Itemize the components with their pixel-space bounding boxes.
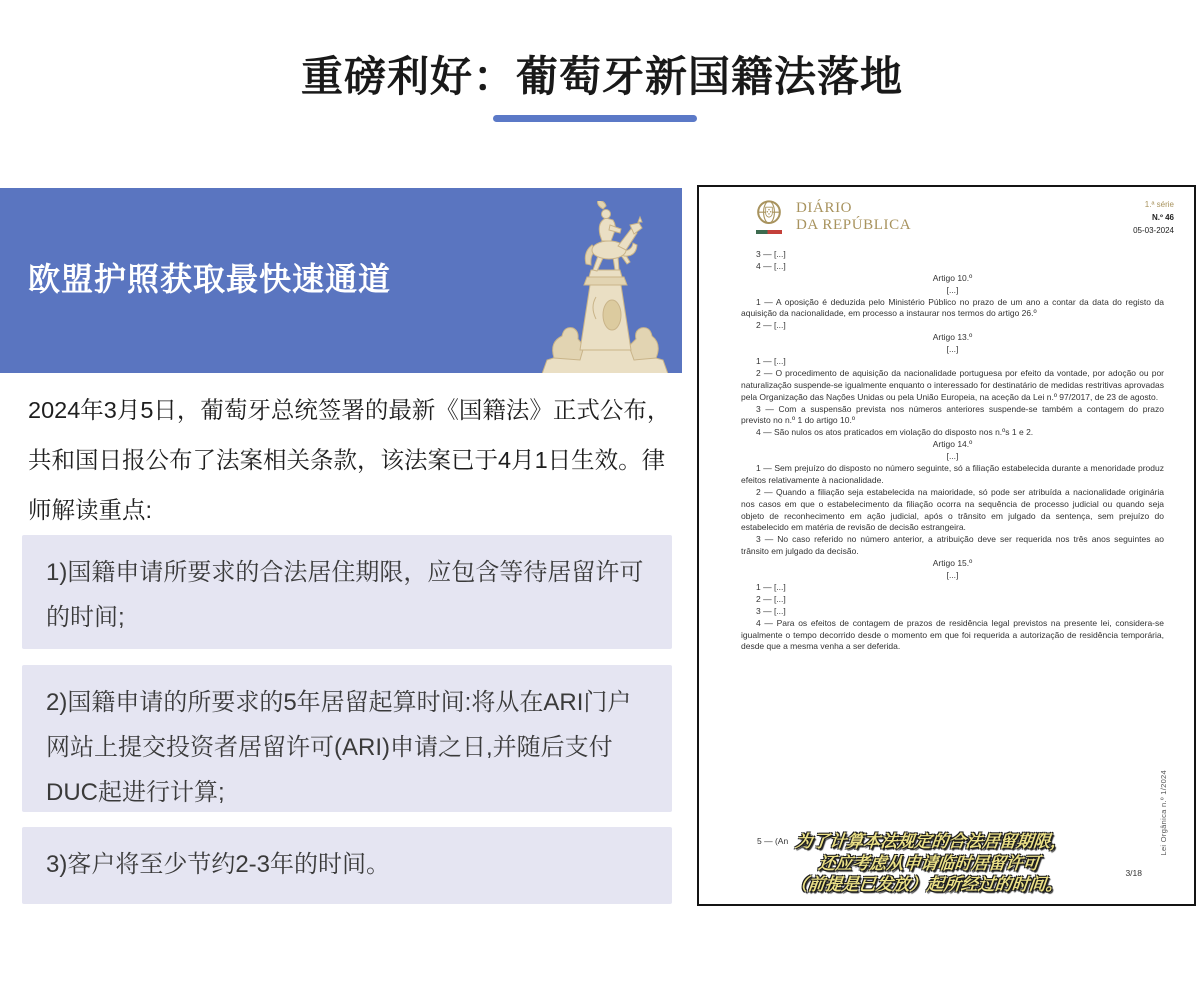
doc-line: Artigo 13.º bbox=[932, 332, 973, 343]
doc-line: [...] bbox=[946, 451, 959, 462]
gazette-name-line1: DIÁRIO bbox=[796, 200, 853, 216]
banner-heading: 欧盟护照获取最快速通道 bbox=[28, 261, 392, 297]
doc-line: 3 — [...] bbox=[756, 605, 786, 616]
point-box-1 bbox=[22, 535, 672, 649]
doc-line: 4 — [...] bbox=[756, 260, 786, 271]
doc-line: 3 — [...] bbox=[756, 249, 786, 259]
banner bbox=[0, 188, 682, 373]
intro-paragraph: 2024年3月5日，葡萄牙总统签署的最新《国籍法》正式公布，共和国日报公布了法案相关条款，该法案已于4月1日生效。律师解读重点: bbox=[28, 397, 671, 523]
gazette-meta bbox=[1133, 198, 1174, 237]
gazette-number: N.º 46 bbox=[1151, 213, 1174, 222]
point-text-2: 2)国籍申请的所要求的5年居留起算时间:将从在ARI门户网站上提交投资者居留许可(ARI)申请之日,并随后支付DUC起进行计算; bbox=[46, 689, 632, 806]
doc-line: 2 — Quando a filiação seja estabelecida na maioridade, só pode ser atribuída a nacionalidade originária nos casos em que o estabelecimento da filiação ocorra na sequência de processo judicial ou quando seja objeto de reconhecimento em ação judicial, após o trânsito em julgado da sentença, sem prejuízo do estabelecido em matéria de revisão de decisão estrangeira. bbox=[741, 486, 1164, 533]
gazette-body bbox=[741, 249, 1164, 846]
point-text-1: 1)国籍申请所要求的合法居住期限，应包含等待居留许可的时间; bbox=[46, 559, 644, 631]
doc-line: 4 — Para os efeitos de contagem de prazos de residência legal previstos na presente lei, considera-se igualmente o tempo decorrido desde o momento em que foi requerida a autorização de residência temporária, desde que a mesma venha a ser deferida. bbox=[741, 617, 1164, 652]
gazette-series: 1.ª série bbox=[1144, 200, 1174, 209]
doc-line: 1 — A oposição é deduzida pelo Ministério Público no prazo de um ano a contar da data do registo da aquisição da nacionalidade, em processo a instaurar nos termos do artigo 26.º bbox=[741, 296, 1164, 319]
doc-line: [...] bbox=[946, 284, 959, 295]
doc-line: 3 — Com a suspensão prevista nos números anteriores suspende-se também a contagem do prazo previsto no n.º 1 do artigo 10.º bbox=[741, 403, 1164, 426]
doc-line: 1 — [...] bbox=[756, 356, 786, 367]
doc-line: Artigo 15.º bbox=[932, 558, 973, 569]
doc-line: 2 — [...] bbox=[756, 593, 786, 604]
overlay-line-2: 还应考虑从申请临时居留许可 bbox=[817, 853, 1041, 873]
translation-overlay-note bbox=[716, 831, 1143, 896]
overlay-line-1: 为了计算本法规定的合法居留期限， bbox=[794, 832, 1069, 851]
gazette-emblem-icon bbox=[754, 198, 784, 228]
statue-image bbox=[534, 201, 676, 373]
doc-line: 3 — No caso referido no número anterior, a atribuição deve ser requerida nos três anos seguintes ao trânsito em julgado da decisão. bbox=[741, 534, 1164, 557]
gazette-item-5: 5 — (An bbox=[757, 836, 789, 846]
point-box-2 bbox=[22, 665, 672, 812]
title-underline-bar bbox=[493, 115, 697, 122]
doc-line: 2 — O procedimento de aquisição da nacionalidade portuguesa por efeito da vontade, por adoção ou por naturalização suspende-se igualmente enquanto o interessado for destinatário de medidas restritivas aprovadas pela Organização das Nações Unidas ou pela União Europeia, na aceção da Lei n.º 97/2017, de 23 de agosto. bbox=[741, 367, 1164, 402]
doc-line: 2 — [...] bbox=[756, 320, 786, 331]
doc-line: [...] bbox=[946, 344, 959, 355]
doc-line: 1 — Sem prejuízo do disposto no número seguinte, só a filiação estabelecida durante a menoridade produz efeitos relativamente à nacionalidade. bbox=[741, 463, 1164, 485]
point-box-3 bbox=[22, 827, 672, 904]
page-title: 重磅利好：葡萄牙新国籍法落地 bbox=[300, 53, 903, 100]
point-text-3: 3)客户将至少节约2-3年的时间。 bbox=[46, 851, 391, 878]
gazette-name-line2: DA REPÚBLICA bbox=[796, 217, 912, 233]
gazette-side-note: Lei Orgânica n.º 1/2024 bbox=[1159, 770, 1168, 856]
gazette-name bbox=[796, 200, 911, 234]
doc-line: Artigo 14.º bbox=[932, 439, 973, 450]
gazette-page-number: 3/18 bbox=[1125, 868, 1142, 878]
portugal-flag-stripe bbox=[756, 230, 782, 234]
doc-line: Artigo 10.º bbox=[932, 272, 973, 283]
doc-line: [...] bbox=[946, 570, 959, 581]
gazette-date: 05-03-2024 bbox=[1133, 226, 1174, 235]
doc-line: 4 — São nulos os atos praticados em violação do disposto nos n.ºs 1 e 2. bbox=[756, 427, 1034, 438]
gazette-document bbox=[697, 185, 1196, 906]
overlay-line-3: （前提是已发放）起所经过的时间。 bbox=[789, 875, 1064, 894]
doc-line: 1 — [...] bbox=[756, 581, 786, 592]
